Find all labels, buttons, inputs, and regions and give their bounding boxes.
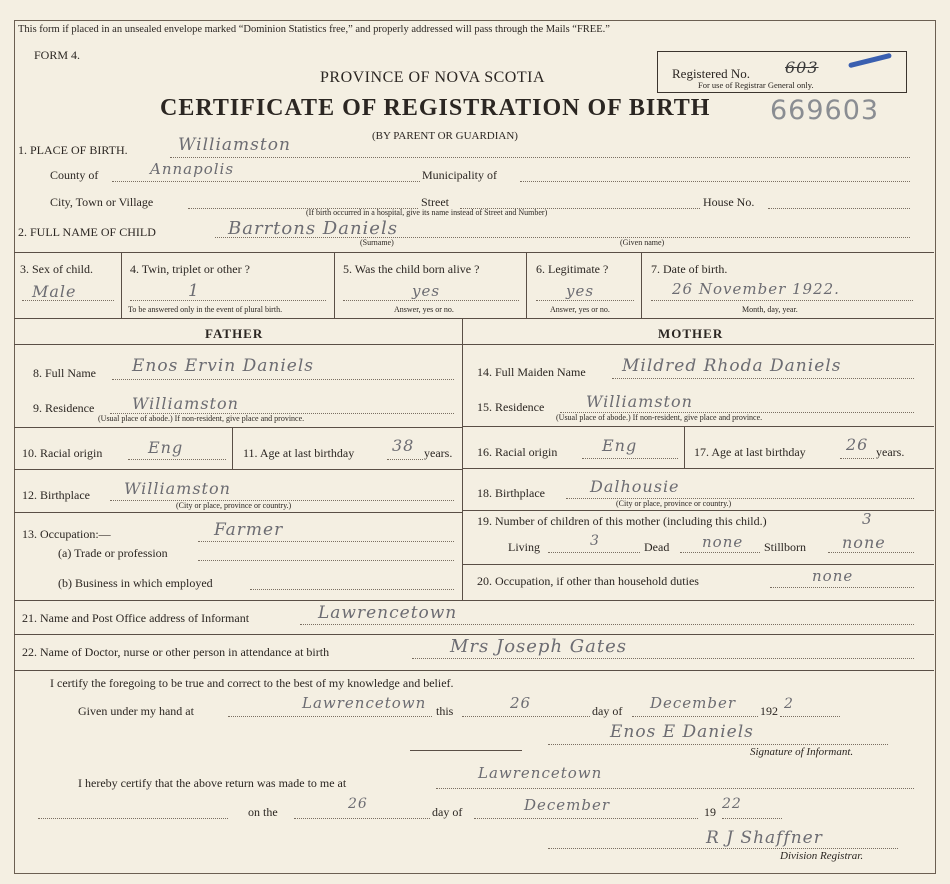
mother-name-value: Mildred Rhoda Daniels [622,356,842,376]
mother-age-label: 17. Age at last birthday [694,445,806,459]
child-name-label: 2. FULL NAME OF CHILD [18,225,156,239]
sex-label: 3. Sex of child. [20,262,93,276]
mother-birthplace-note: (City or place, province or country.) [616,499,732,508]
given-place-value: Lawrencetown [302,694,427,712]
father-heading: FATHER [205,326,264,341]
county-value: Annapolis [150,160,235,178]
mother-racial-label: 16. Racial origin [477,445,558,459]
division-registrar-label: Division Registrar. [780,850,864,862]
given-day-value: 26 [510,694,532,712]
mail-notice: This form if placed in an unsealed envelope marked “Dominion Statistics free,” and properly addressed will pass through the Mails “FREE.” [18,24,610,35]
stillborn-label: Stillborn [764,540,807,554]
mother-residence-note: (Usual place of abode.) If non-resident, give place and province. [556,413,763,422]
father-racial-value: Eng [148,438,184,457]
given-month-value: December [650,694,737,712]
on-the-label: on the [248,805,278,819]
hereby-certify-label: I hereby certify that the above return was made to me at [78,776,347,790]
mother-occupation-label: 20. Occupation, if other than household duties [477,574,699,588]
father-business-label: (b) Business in which employed [58,576,213,590]
father-occupation-label: 13. Occupation:— [22,527,111,541]
mother-children-label: 19. Number of children of this mother (including this child.) [477,514,767,528]
mother-name-label: 14. Full Maiden Name [477,365,586,379]
living-label: Living [508,540,540,554]
registrar-signature: R J Shaffner [706,828,823,848]
attendant-value: Mrs Joseph Gates [450,636,628,657]
informant-value: Lawrencetown [318,603,458,623]
mother-occupation-value: none [812,567,854,585]
father-years-label: years. [424,446,453,460]
county-label: County of [50,168,99,182]
surname-note: (Surname) [360,238,394,247]
dob-note: Month, day, year. [742,305,798,314]
certificate-subtitle: (BY PARENT OR GUARDIAN) [372,130,518,142]
mother-birthplace-label: 18. Birthplace [477,486,545,500]
on-year-prefix: 19 [704,805,716,819]
legitimate-note: Answer, yes or no. [550,305,610,314]
living-value: 3 [590,533,600,549]
father-occupation-value: Farmer [214,520,284,540]
on-day-value: 26 [348,796,368,812]
father-trade-label: (a) Trade or profession [58,546,168,560]
dob-label: 7. Date of birth. [651,262,728,276]
registrar-note: For use of Registrar General only. [698,80,814,90]
alive-note: Answer, yes or no. [394,305,454,314]
attendant-label: 22. Name of Doctor, nurse or other person in attendance at birth [22,645,330,659]
stamp-number: 669603 [770,95,880,126]
informant-signature-label: Signature of Informant. [750,746,854,758]
mother-heading: MOTHER [658,326,724,341]
on-year-suffix: 22 [722,796,742,812]
twin-value: 1 [188,281,200,301]
place-of-birth-label: 1. PLACE OF BIRTH. [18,143,128,157]
father-residence-value: Williamston [132,394,239,413]
stillborn-value: none [842,533,886,552]
given-year-suffix: 2 [784,696,794,712]
informant-signature: Enos E Daniels [610,722,754,742]
alive-value: yes [412,282,441,300]
legitimate-value: yes [566,282,595,300]
house-no-label: House No. [703,195,755,209]
place-of-birth-value: Williamston [178,135,291,155]
this-label: this [436,704,454,718]
mother-birthplace-value: Dalhousie [590,477,680,496]
mother-residence-value: Williamston [586,392,693,411]
father-name-value: Enos Ervin Daniels [132,356,315,376]
given-under-hand-label: Given under my hand at [78,704,194,718]
mother-years-label: years. [876,445,905,459]
dead-label: Dead [644,540,670,554]
father-residence-note: (Usual place of abode.) If non-resident, give place and province. [98,414,305,423]
mother-age-value: 26 [846,435,869,454]
given-name-note: (Given name) [620,238,665,247]
father-birthplace-note: (City or place, province or country.) [176,501,292,510]
hereby-place-value: Lawrencetown [478,764,603,782]
father-racial-label: 10. Racial origin [22,446,103,460]
twin-label: 4. Twin, triplet or other ? [130,262,250,276]
registered-label: Registered No. [672,66,750,81]
father-birthplace-label: 12. Birthplace [22,488,90,502]
mother-children-value: 3 [862,510,873,528]
mother-residence-label: 15. Residence [477,400,545,414]
father-birthplace-value: Williamston [124,479,231,498]
father-residence-label: 9. Residence [33,401,95,415]
municipality-label: Municipality of [422,168,497,182]
father-age-label: 11. Age at last birthday [243,446,355,460]
legitimate-label: 6. Legitimate ? [536,262,609,276]
dob-value: 26 November 1922. [672,280,840,298]
twin-note: To be answered only in the event of plural birth. [128,305,283,314]
certificate-title: CERTIFICATE OF REGISTRATION OF BIRTH [160,95,711,121]
on-day-of-label: day of [432,805,463,819]
given-day-of-label: day of [592,704,623,718]
alive-label: 5. Was the child born alive ? [343,262,480,276]
father-name-label: 8. Full Name [33,366,96,380]
father-age-value: 38 [392,436,415,455]
registered-value: 603 [785,58,819,77]
on-month-value: December [524,796,611,814]
form-number: FORM 4. [34,48,81,62]
dead-value: none [702,533,744,551]
street-label: Street [421,195,449,209]
province-title: PROVINCE OF NOVA SCOTIA [320,69,546,86]
certify-statement: I certify the foregoing to be true and correct to the best of my knowledge and belief. [50,676,454,690]
hospital-note: (If birth occurred in a hospital, give its name instead of Street and Number) [306,208,548,217]
sex-value: Male [32,282,77,301]
informant-label: 21. Name and Post Office address of Informant [22,611,250,625]
mother-racial-value: Eng [602,436,638,455]
given-year-prefix: 192 [760,704,778,718]
child-name-value: Barrtons Daniels [228,218,398,239]
city-label: City, Town or Village [50,195,154,209]
